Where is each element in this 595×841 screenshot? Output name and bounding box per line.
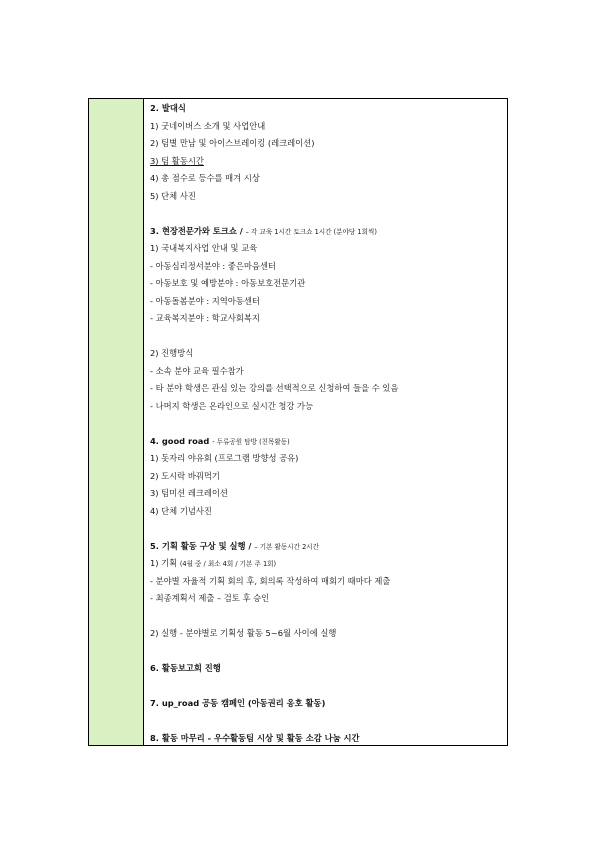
plan-line bbox=[150, 557, 276, 570]
section-5-note: – 기본 활동시간 2시간 bbox=[254, 543, 320, 551]
list-item: 2) 실행 - 분야별로 기획성 활동 5~6월 사이에 실행 bbox=[150, 628, 337, 638]
section-7-heading: 7. up_road 공동 캠페인 (아동권리 옹호 활동) bbox=[150, 698, 326, 708]
list-item: 3) 팀미션 레크레이션 bbox=[150, 488, 228, 498]
list-item: - 교육복지분야 : 학교사회복지 bbox=[150, 313, 260, 323]
list-item: 3) 팀 활동시간 bbox=[150, 156, 204, 166]
plan-note: (4월 중 / 최소 4회 / 기본 주 1회) bbox=[179, 560, 277, 568]
list-item: 1) 국내복지사업 안내 및 교육 bbox=[150, 243, 258, 253]
section-4-heading: 4. good road bbox=[150, 436, 213, 446]
list-item: - 분야별 자율적 기획 회의 후, 회의록 작성하여 매회기 때마다 제출 bbox=[150, 576, 391, 586]
section-3-heading-line bbox=[150, 225, 377, 238]
list-item: 4) 단체 기념사진 bbox=[150, 506, 212, 516]
list-item: - 나머지 학생은 온라인으로 실시간 청강 가능 bbox=[150, 401, 314, 411]
list-item: 5) 단체 사진 bbox=[150, 191, 196, 201]
section-2-heading: 2. 발대식 bbox=[150, 103, 186, 113]
list-item: - 소속 분야 교육 필수참가 bbox=[150, 366, 244, 376]
list-item: 4) 총 점수로 등수를 매겨 시상 bbox=[150, 173, 260, 183]
list-item: 1) 굿네이버스 소개 및 사업안내 bbox=[150, 121, 266, 131]
list-item: 2) 도시락 바꿔먹기 bbox=[150, 471, 220, 481]
section-5-heading-line bbox=[150, 540, 319, 553]
section-4-heading-line bbox=[150, 435, 290, 448]
list-item: - 아동보호 및 예방분야 : 아동보호전문기관 bbox=[150, 278, 306, 288]
section-6-heading: 6. 활동보고회 진행 bbox=[150, 663, 221, 673]
plan-label: 1) 기획 bbox=[150, 558, 180, 568]
section-3-note: – 각 교육 1시간 토크쇼 1시간 (분야당 1회씩) bbox=[245, 228, 377, 236]
table-label-cell bbox=[89, 99, 144, 745]
list-item: 2) 팀별 만남 및 아이스브레이킹 (레크레이션) bbox=[150, 138, 315, 148]
section-3-heading: 3. 현장전문가와 토크쇼 / bbox=[150, 226, 246, 236]
list-item: 1) 돗자리 야유회 (프로그램 방향성 공유) bbox=[150, 453, 299, 463]
section-5-heading: 5. 기획 활동 구상 및 실행 / bbox=[150, 541, 255, 551]
section-4-note: - 두류공원 탐방 (친목활동) bbox=[212, 438, 290, 446]
table-content-cell bbox=[144, 99, 507, 745]
program-table bbox=[88, 98, 508, 746]
list-item: 2) 진행방식 bbox=[150, 348, 194, 358]
list-item: - 아동심리정서분야 : 좋은마음센터 bbox=[150, 261, 276, 271]
list-item: - 아동돌봄분야 : 지역아동센터 bbox=[150, 296, 260, 306]
section-8-heading: 8. 활동 마무리 - 우수활동팀 시상 및 활동 소감 나눔 시간 bbox=[150, 733, 360, 743]
list-item: - 최종계획서 제출 – 검토 후 승인 bbox=[150, 593, 270, 603]
list-item: - 타 분야 학생은 관심 있는 강의를 선택적으로 신청하여 들을 수 있음 bbox=[150, 383, 399, 393]
